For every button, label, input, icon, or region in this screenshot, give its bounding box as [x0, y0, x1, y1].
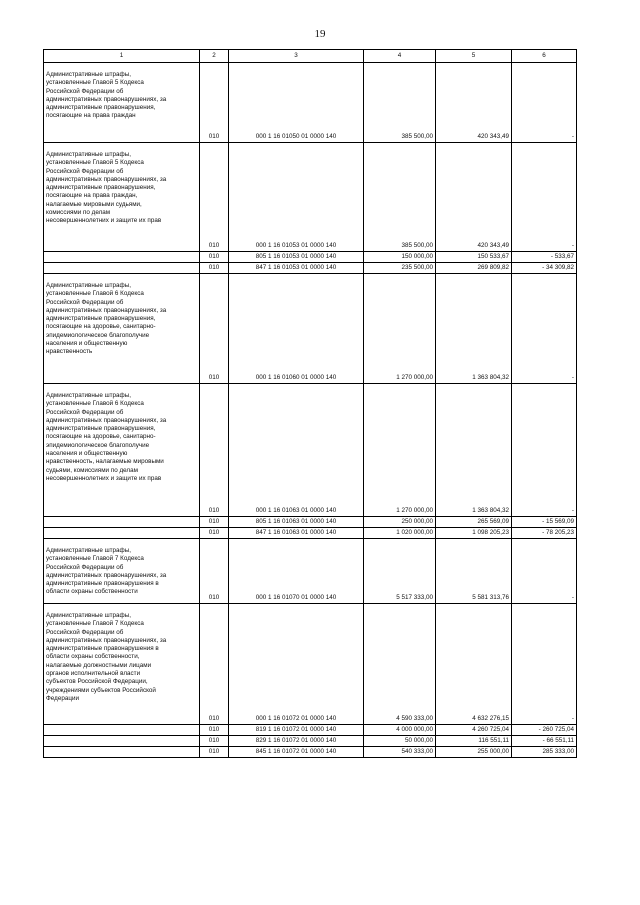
row-deviation-value: -	[512, 384, 577, 517]
row-classification-code: 805 1 16 01053 01 0000 140	[229, 252, 364, 263]
table-row	[44, 274, 577, 384]
table-row	[44, 604, 577, 725]
row-classification-code: 000 1 16 01072 01 0000 140	[229, 604, 364, 725]
row-actual-value: 265 569,09	[436, 517, 512, 528]
row-description	[44, 517, 200, 528]
row-plan-value: 1 270 000,00	[364, 274, 436, 384]
row-description: Административные штрафы, установленные Главой 5 Кодекса Российской Федерации об административных правонарушениях, за административные правонарушения, посягающие на права граждан, налагаемые мировыми судьями, комиссиями по делам несовершеннолетних и защите их прав	[44, 143, 200, 252]
row-deviation-value: - 34 309,82	[512, 263, 577, 274]
row-deviation-value: - 15 569,09	[512, 517, 577, 528]
row-code: 010	[200, 747, 229, 758]
row-code: 010	[200, 736, 229, 747]
row-classification-code: 847 1 16 01063 01 0000 140	[229, 528, 364, 539]
row-description	[44, 747, 200, 758]
budget-table	[43, 49, 577, 758]
row-classification-code: 000 1 16 01050 01 0000 140	[229, 63, 364, 143]
row-plan-value: 250 000,00	[364, 517, 436, 528]
row-classification-code: 000 1 16 01060 01 0000 140	[229, 274, 364, 384]
row-code: 010	[200, 517, 229, 528]
row-classification-code: 000 1 16 01063 01 0000 140	[229, 384, 364, 517]
row-plan-value: 385 500,00	[364, 63, 436, 143]
row-description	[44, 528, 200, 539]
row-code: 010	[200, 725, 229, 736]
row-classification-code: 847 1 16 01053 01 0000 140	[229, 263, 364, 274]
table-row	[44, 725, 577, 736]
row-code: 010	[200, 539, 229, 604]
table-row	[44, 736, 577, 747]
row-actual-value: 420 343,49	[436, 63, 512, 143]
row-actual-value: 4 632 276,15	[436, 604, 512, 725]
row-actual-value: 420 343,49	[436, 143, 512, 252]
column-header: 2	[200, 50, 229, 63]
row-plan-value: 5 517 333,00	[364, 539, 436, 604]
row-classification-code: 000 1 16 01053 01 0000 140	[229, 143, 364, 252]
row-deviation-value: -	[512, 274, 577, 384]
row-plan-value: 1 270 000,00	[364, 384, 436, 517]
column-header: 4	[364, 50, 436, 63]
row-plan-value: 385 500,00	[364, 143, 436, 252]
row-actual-value: 116 551,11	[436, 736, 512, 747]
row-plan-value: 235 500,00	[364, 263, 436, 274]
page-number: 19	[314, 28, 326, 40]
table-header-row	[44, 50, 577, 63]
column-header: 6	[512, 50, 577, 63]
row-deviation-value: -	[512, 539, 577, 604]
row-code: 010	[200, 63, 229, 143]
row-actual-value: 269 809,82	[436, 263, 512, 274]
row-code: 010	[200, 604, 229, 725]
row-code: 010	[200, 384, 229, 517]
table-row	[44, 517, 577, 528]
row-classification-code: 000 1 16 01070 01 0000 140	[229, 539, 364, 604]
row-actual-value: 4 260 725,04	[436, 725, 512, 736]
row-description: Административные штрафы, установленные Главой 5 Кодекса Российской Федерации об административных правонарушениях, за административные правонарушения, посягающие на права граждан	[44, 63, 200, 143]
row-classification-code: 829 1 16 01072 01 0000 140	[229, 736, 364, 747]
row-description	[44, 252, 200, 263]
row-deviation-value: - 78 205,23	[512, 528, 577, 539]
table-row	[44, 63, 577, 143]
row-code: 010	[200, 528, 229, 539]
row-plan-value: 4 590 333,00	[364, 604, 436, 725]
row-plan-value: 4 000 000,00	[364, 725, 436, 736]
row-deviation-value: -	[512, 143, 577, 252]
row-actual-value: 150 533,67	[436, 252, 512, 263]
row-deviation-value: -	[512, 63, 577, 143]
row-actual-value: 255 000,00	[436, 747, 512, 758]
row-deviation-value: - 533,67	[512, 252, 577, 263]
row-plan-value: 150 000,00	[364, 252, 436, 263]
row-description: Административные штрафы, установленные Главой 7 Кодекса Российской Федерации об административных правонарушениях, за административные правонарушения в области охраны собственности	[44, 539, 200, 604]
table-row	[44, 252, 577, 263]
row-description: Административные штрафы, установленные Главой 6 Кодекса Российской Федерации об административных правонарушениях, за административные правонарушения, посягающие на здоровье, санитарно- эпидемиологическое благополучие населения и общественную нравственность	[44, 274, 200, 384]
row-plan-value: 540 333,00	[364, 747, 436, 758]
row-actual-value: 1 363 804,32	[436, 274, 512, 384]
row-deviation-value: - 260 725,04	[512, 725, 577, 736]
table-row	[44, 384, 577, 517]
row-code: 010	[200, 263, 229, 274]
row-description: Административные штрафы, установленные Главой 6 Кодекса Российской Федерации об административных правонарушениях, за административные правонарушения, посягающие на здоровье, санитарно- эпидемиологическое благополучие населения и общественную нравственность, налагаемые мировыми судьями, комиссиями по делам несовершеннолетних и защите их прав	[44, 384, 200, 517]
row-code: 010	[200, 143, 229, 252]
table-row	[44, 143, 577, 252]
row-classification-code: 845 1 16 01072 01 0000 140	[229, 747, 364, 758]
row-code: 010	[200, 274, 229, 384]
row-deviation-value: -	[512, 604, 577, 725]
row-actual-value: 1 363 804,32	[436, 384, 512, 517]
row-description	[44, 725, 200, 736]
table-row	[44, 528, 577, 539]
row-deviation-value: - 66 551,11	[512, 736, 577, 747]
row-actual-value: 5 581 313,76	[436, 539, 512, 604]
row-description: Административные штрафы, установленные Главой 7 Кодекса Российской Федерации об административных правонарушениях, за административные правонарушения в области охраны собственности, налагаемые должностными лицами органов исполнительной власти субъектов Российской Федерации, учреждениями субъектов Российской Федерации	[44, 604, 200, 725]
row-actual-value: 1 098 205,23	[436, 528, 512, 539]
row-classification-code: 805 1 16 01063 01 0000 140	[229, 517, 364, 528]
row-description	[44, 263, 200, 274]
table-row	[44, 747, 577, 758]
table-row	[44, 263, 577, 274]
row-plan-value: 50 000,00	[364, 736, 436, 747]
table-row	[44, 539, 577, 604]
row-plan-value: 1 020 000,00	[364, 528, 436, 539]
row-classification-code: 819 1 16 01072 01 0000 140	[229, 725, 364, 736]
row-code: 010	[200, 252, 229, 263]
column-header: 5	[436, 50, 512, 63]
column-header: 3	[229, 50, 364, 63]
row-deviation-value: 285 333,00	[512, 747, 577, 758]
column-header: 1	[44, 50, 200, 63]
row-description	[44, 736, 200, 747]
